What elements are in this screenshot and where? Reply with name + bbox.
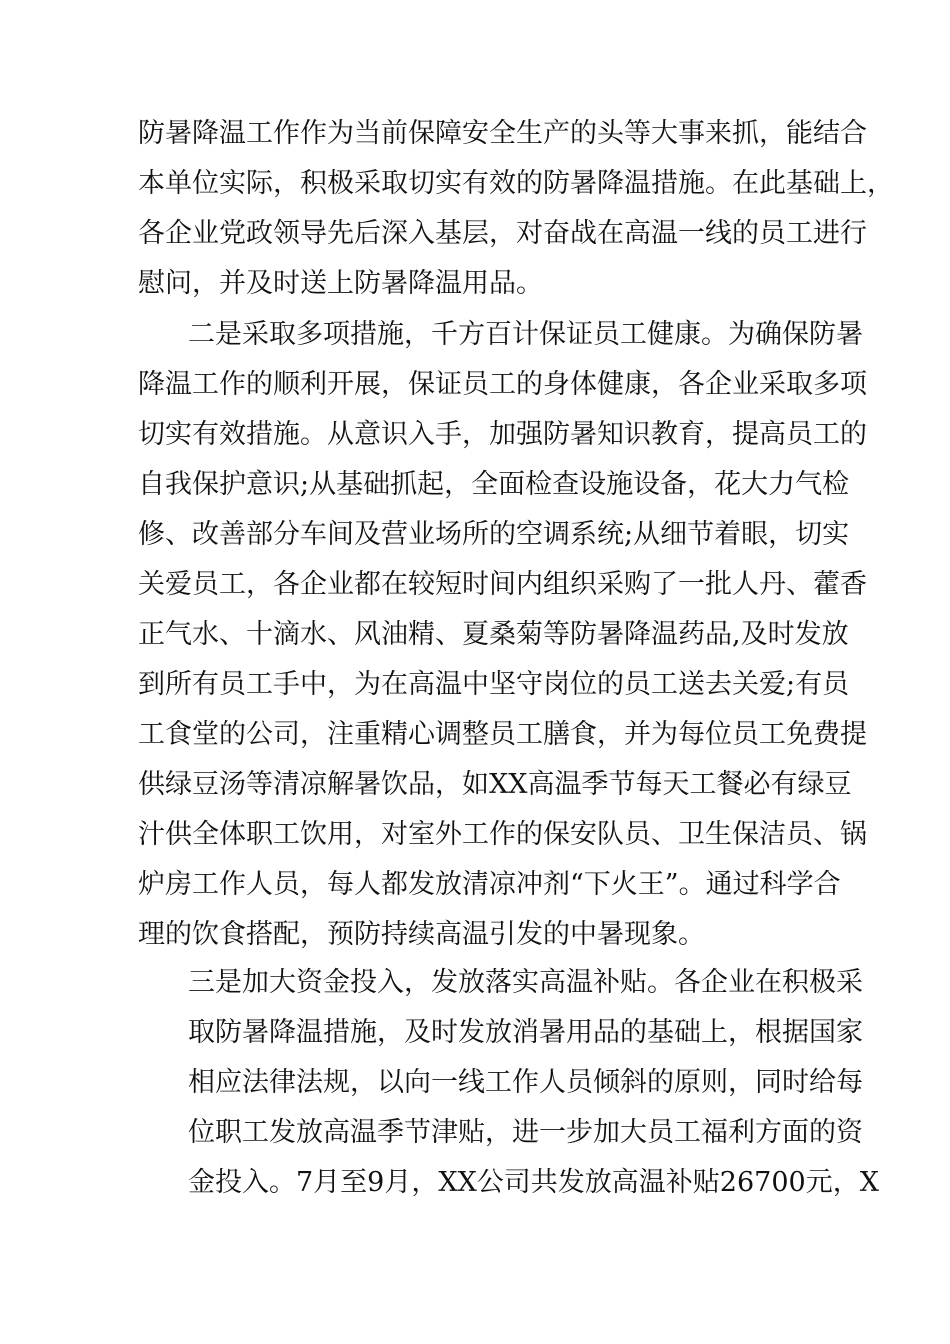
paragraph-2-line-2: 降温工作的顺利开展，保证员工的身体健康，各企业采取多项 bbox=[138, 369, 867, 400]
paragraph-3-line-5: 金投入。7月至9月，XX公司共发放高温补贴26700元，X bbox=[188, 1167, 879, 1198]
paragraph-2-line-5: 修、改善部分车间及营业场所的空调系统;从细节着眼，切实 bbox=[138, 519, 850, 550]
paragraph-2-line-7: 正气水、十滴水、风油精、夏桑菊等防暑降温药品,及时发放 bbox=[138, 619, 849, 650]
paragraph-2-line-10: 供绿豆汤等清凉解暑饮品，如XX高温季节每天工餐必有绿豆 bbox=[138, 769, 852, 800]
paragraph-2-line-13: 理的饮食搭配，预防持续高温引发的中暑现象。 bbox=[138, 919, 705, 950]
paragraph-2-line-1: 二是采取多项措施，千方百计保证员工健康。为确保防暑 bbox=[188, 319, 863, 350]
paragraph-1-line-3: 各企业党政领导先后深入基层，对奋战在高温一线的员工进行 bbox=[138, 218, 867, 249]
paragraph-3-line-4: 位职工发放高温季节津贴，进一步加大员工福利方面的资 bbox=[188, 1117, 863, 1148]
paragraph-2-line-11: 汁供全体职工饮用，对室外工作的保安队员、卫生保洁员、锅 bbox=[138, 819, 867, 850]
paragraph-2-line-6: 关爱员工，各企业都在较短时间内组织采购了一批人丹、藿香 bbox=[138, 569, 867, 600]
paragraph-3-line-1: 三是加大资金投入，发放落实高温补贴。各企业在积极采 bbox=[188, 967, 863, 998]
paragraph-1-line-4: 慰问，并及时送上防暑降温用品。 bbox=[138, 268, 543, 299]
paragraph-1-line-1: 防暑降温工作作为当前保障安全生产的头等大事来抓，能结合 bbox=[138, 118, 867, 149]
paragraph-3-line-3: 相应法律法规，以向一线工作人员倾斜的原则，同时给每 bbox=[188, 1067, 863, 1098]
paragraph-2-line-12: 炉房工作人员，每人都发放清凉冲剂“下火王”。通过科学合 bbox=[138, 869, 841, 900]
paragraph-1-line-2: 本单位实际，积极采取切实有效的防暑降温措施。在此基础上， bbox=[138, 168, 894, 199]
paragraph-3-line-2: 取防暑降温措施，及时发放消暑用品的基础上，根据国家 bbox=[188, 1017, 863, 1048]
paragraph-2-line-9: 工食堂的公司，注重精心调整员工膳食，并为每位员工免费提 bbox=[138, 719, 867, 750]
paragraph-2-line-8: 到所有员工手中，为在高温中坚守岗位的员工送去关爱;有员 bbox=[138, 669, 850, 700]
paragraph-2-line-3: 切实有效措施。从意识入手，加强防暑知识教育，提高员工的 bbox=[138, 419, 867, 450]
paragraph-2-line-4: 自我保护意识;从基础抓起，全面检查设施设备，花大力气检 bbox=[138, 469, 850, 500]
